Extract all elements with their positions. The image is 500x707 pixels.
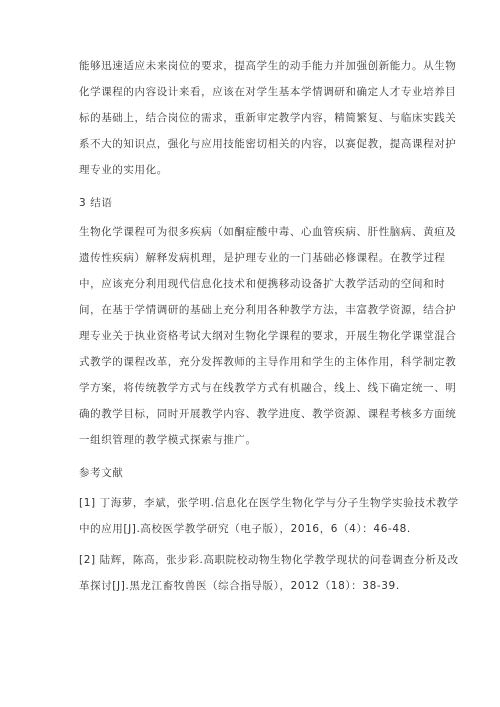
reference-2-line: 革探讨[J].黑龙江畜牧兽医（综合指导版），2012（18）：38-39. [79,580,400,592]
paragraph-1-line: 标的基础上，结合岗位的需求，重新审定教学内容，精简繁复、与临床实践关 [79,112,457,124]
paragraph-2-line: 中，应该充分利用现代信息化技术和便携移动设备扩大教学活动的空间和时 [79,278,446,290]
paragraph-2-line: 学方案，将传统教学方式与在线教学方式有机融合，线上、线下确定统一、明 [79,382,457,394]
reference-1-line: 中的应用[J].高校医学教学研究（电子版），2016，6（4）：46-48. [79,523,411,535]
reference-1-line: [1] 丁海萝，李斌，张学明.信息化在医学生物化学与分子生物学实验技术教学 [79,497,459,509]
paragraph-2-line: 一组织管理的教学模式探索与推广。 [79,434,257,446]
paragraph-2-line: 确的教学目标，同时开展教学内容、教学进度、教学资源、课程考核多方面统 [79,408,457,420]
paragraph-2-line: 生物化学课程可为很多疾病（如酮症酸中毒、心血管疾病、肝性脑病、黄疸及 [79,226,457,238]
paragraph-1-line: 系不大的知识点，强化与应用技能密切相关的内容，以赛促教，提高课程对护 [79,138,457,150]
paragraph-1-line: 能够迅速适应未来岗位的要求，提高学生的动手能力并加强创新能力。从生物 [79,60,457,72]
section-heading: 3 结语 [79,197,113,209]
paragraph-1-line: 理专业的实用化。 [79,164,168,176]
paragraph-1-line: 化学课程的内容设计来看，应该在对学生基本学情调研和确定人才专业培养目 [79,86,457,98]
reference-2-line: [2] 陆辉，陈高，张步彩.高职院校动物生物化学教学现状的问卷调查分析及改 [79,554,459,566]
paragraph-2-line: 遗传性疾病）解释发病机理，是护理专业的一门基础必修课程。在教学过程 [79,252,446,264]
references-heading: 参考文献 [79,467,124,479]
paragraph-2-line: 间，在基于学情调研的基础上充分利用各种教学方法，丰富教学资源，结合护 [79,304,457,316]
paragraph-2-line: 式教学的课程改革，充分发挥教师的主导作用和学生的主体作用，科学制定教 [79,356,457,368]
paragraph-2-line: 理专业关于执业资格考试大纲对生物化学课程的要求，开展生物化学课堂混合 [79,330,457,342]
